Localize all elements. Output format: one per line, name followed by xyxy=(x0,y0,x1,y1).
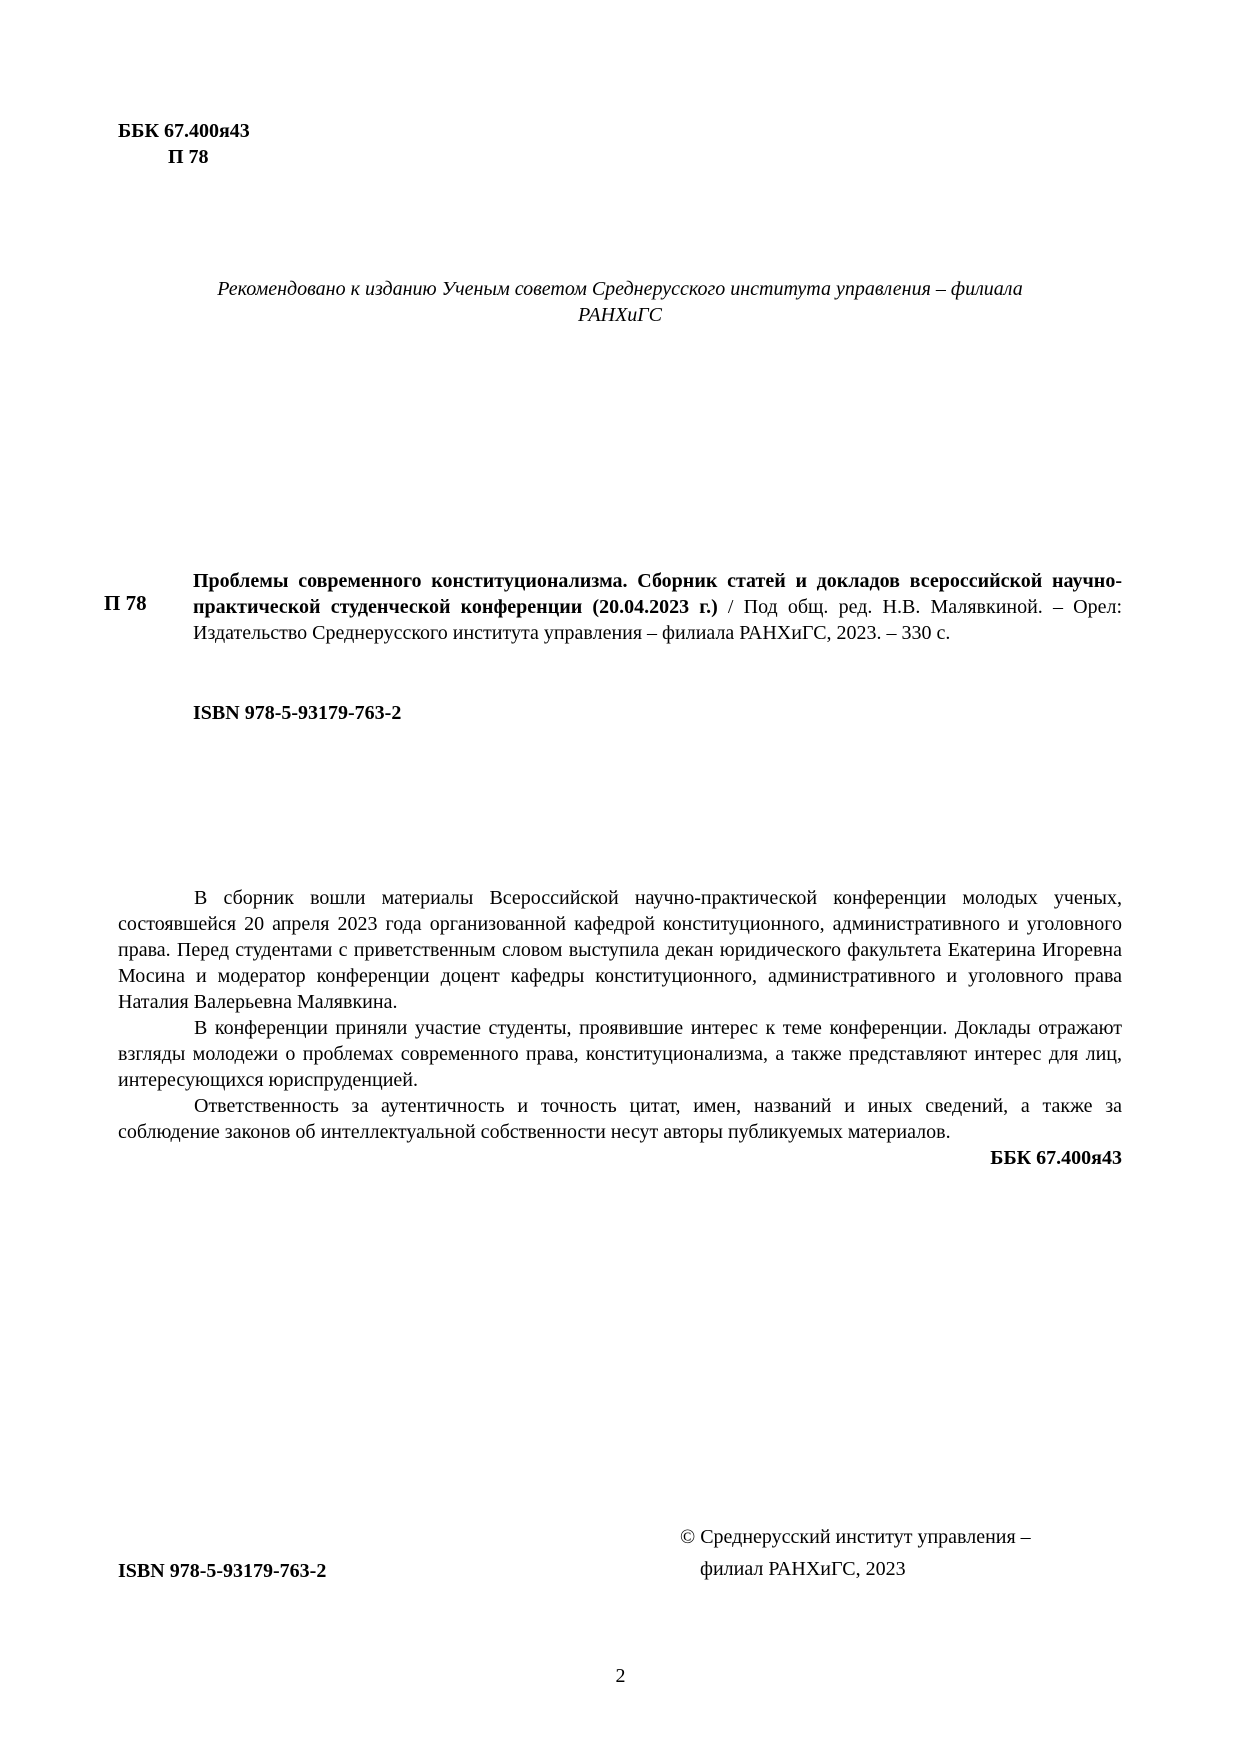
catalog-isbn: ISBN 978-5-93179-763-2 xyxy=(193,702,402,724)
catalog-entry xyxy=(193,568,1122,646)
recommendation-line-2: РАНХиГС xyxy=(577,304,663,326)
bbk-header xyxy=(118,118,418,170)
catalog-title: Проблемы современного конституционализма. Сборник статей и докладов всероссийской научно-практической студенческой конференции (20.04.2023 г.) xyxy=(193,570,1122,618)
abstract xyxy=(118,885,1122,1171)
abstract-bbk: ББК 67.400я43 xyxy=(990,1147,1122,1169)
copyright-line-1: © Среднерусский институт управления – xyxy=(680,1526,1031,1548)
footer-isbn: ISBN 978-5-93179-763-2 xyxy=(118,1560,327,1582)
abstract-paragraph-2: В конференции приняли участие студенты, проявившие интерес к теме конференции. Доклады отражают взгляды молодежи о проблемах современного права, конституционализма, а также представляют интерес для лиц, интересующихся юриспруденцией. xyxy=(118,1017,1122,1091)
recommendation-line-1: Рекомендовано к изданию Ученым советом Среднерусского института управления – филиала xyxy=(217,278,1023,300)
recommendation-note xyxy=(118,276,1122,328)
abstract-paragraph-1: В сборник вошли материалы Всероссийской научно-практической конференции молодых ученых, состоявшейся 20 апреля 2023 года организованной кафедрой конституционного, административного и уголовного права. Перед студентами с приветственным словом выступила декан юридического факультета Екатерина Игоревна Мосина и модератор конференции доцент кафедры конституционного, административного и уголовного права Наталия Валерьевна Малявкина. xyxy=(118,887,1122,1013)
catalog-code: П 78 xyxy=(104,591,147,615)
bbk-index: ББК 67.400я43 xyxy=(118,120,250,142)
page-number: 2 xyxy=(615,1665,626,1687)
abstract-paragraph-3: Ответственность за аутентичность и точность цитат, имен, названий и иных сведений, а также за соблюдение законов об интеллектуальной собственности несут авторы публикуемых материалов. xyxy=(118,1095,1122,1143)
copyright-line-2: филиал РАНХиГС, 2023 xyxy=(700,1558,906,1580)
copyright-notice xyxy=(680,1521,1120,1585)
author-mark: П 78 xyxy=(168,146,209,168)
catalog-description: / Под общ. ред. Н.В. Малявкиной. – Орел: Издательство Среднерусского института управления – филиала РАНХиГС, 2023. – 330 с. xyxy=(193,596,1122,644)
